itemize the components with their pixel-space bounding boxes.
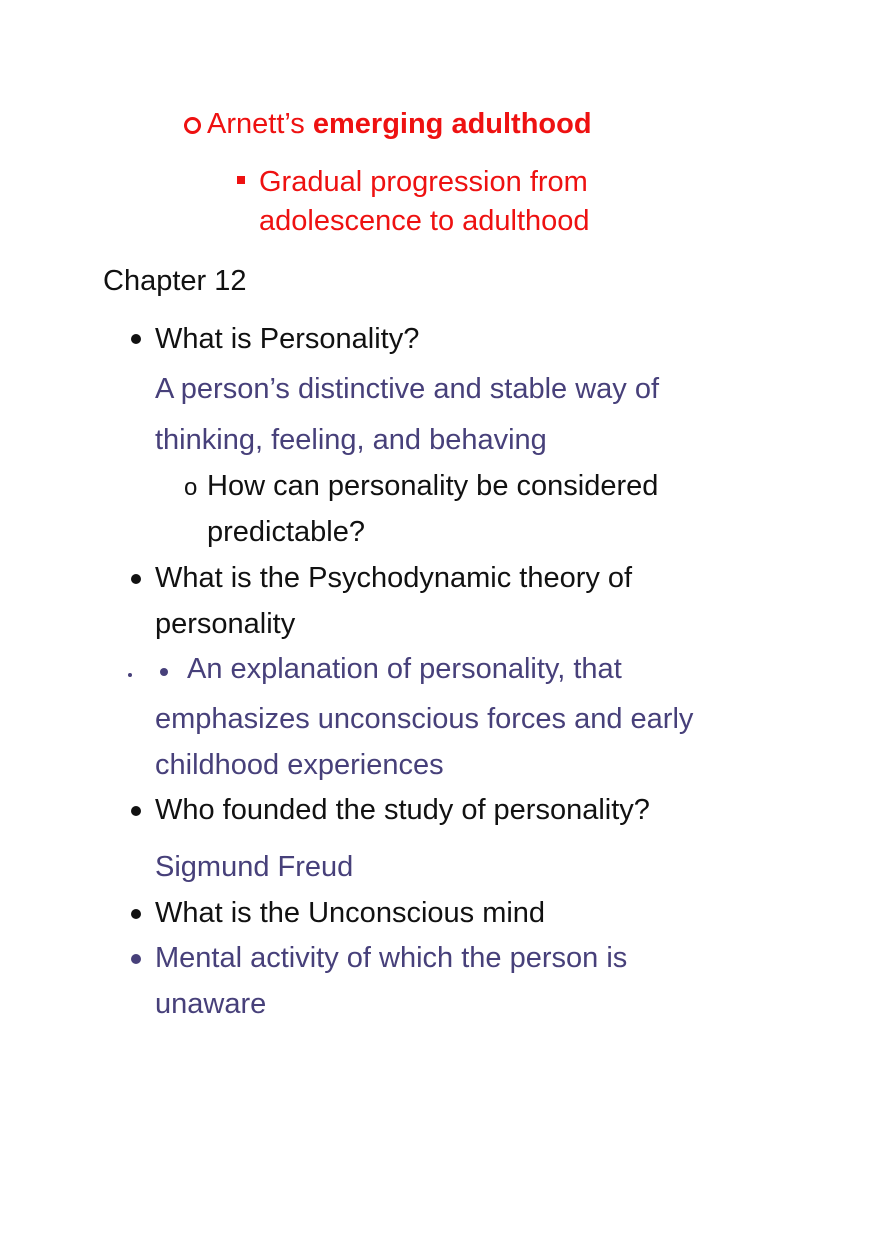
arnett-sub-line-1: Gradual progression from bbox=[259, 166, 588, 198]
sub-question-line-2: predictable? bbox=[207, 516, 365, 548]
small-bullet-dot-icon bbox=[128, 673, 132, 677]
sub-question-line-1: How can personality be considered bbox=[207, 470, 659, 502]
answer-psychodynamic-line-2: emphasizes unconscious forces and early bbox=[155, 703, 694, 735]
question-psychodynamic-line-2: personality bbox=[155, 608, 296, 640]
question-unconscious: What is the Unconscious mind bbox=[155, 897, 546, 929]
answer-personality-line-1: A person’s distinctive and stable way of bbox=[155, 373, 660, 405]
bullet-dot-icon bbox=[131, 334, 141, 344]
bullet-dot-icon bbox=[131, 954, 141, 964]
answer-unconscious-line-1: Mental activity of which the person is bbox=[155, 942, 628, 974]
bullet-dot-icon bbox=[131, 909, 141, 919]
answer-founder: Sigmund Freud bbox=[155, 851, 354, 883]
arnett-line bbox=[207, 106, 592, 142]
question-founder: Who founded the study of personality? bbox=[155, 794, 650, 826]
answer-psychodynamic-line-1: An explanation of personality, that bbox=[187, 653, 622, 685]
square-bullet-icon bbox=[237, 176, 245, 184]
question-psychodynamic-line-1: What is the Psychodynamic theory of bbox=[155, 562, 633, 594]
answer-unconscious-line-2: unaware bbox=[155, 988, 267, 1020]
answer-psychodynamic-line-3: childhood experiences bbox=[155, 749, 444, 781]
answer-personality-line-2: thinking, feeling, and behaving bbox=[155, 424, 547, 456]
question-personality: What is Personality? bbox=[155, 323, 420, 355]
o-bullet-icon: o bbox=[184, 474, 198, 501]
bullet-dot-icon bbox=[131, 806, 141, 816]
chapter-heading: Chapter 12 bbox=[103, 265, 247, 297]
arnett-prefix: Arnett’s bbox=[207, 108, 313, 140]
hollow-circle-bullet-icon bbox=[184, 117, 201, 134]
bullet-dot-icon bbox=[160, 668, 168, 676]
arnett-emphasis: emerging adulthood bbox=[312, 108, 592, 140]
bullet-dot-icon bbox=[131, 574, 141, 584]
arnett-sub-line-2: adolescence to adulthood bbox=[259, 205, 590, 237]
